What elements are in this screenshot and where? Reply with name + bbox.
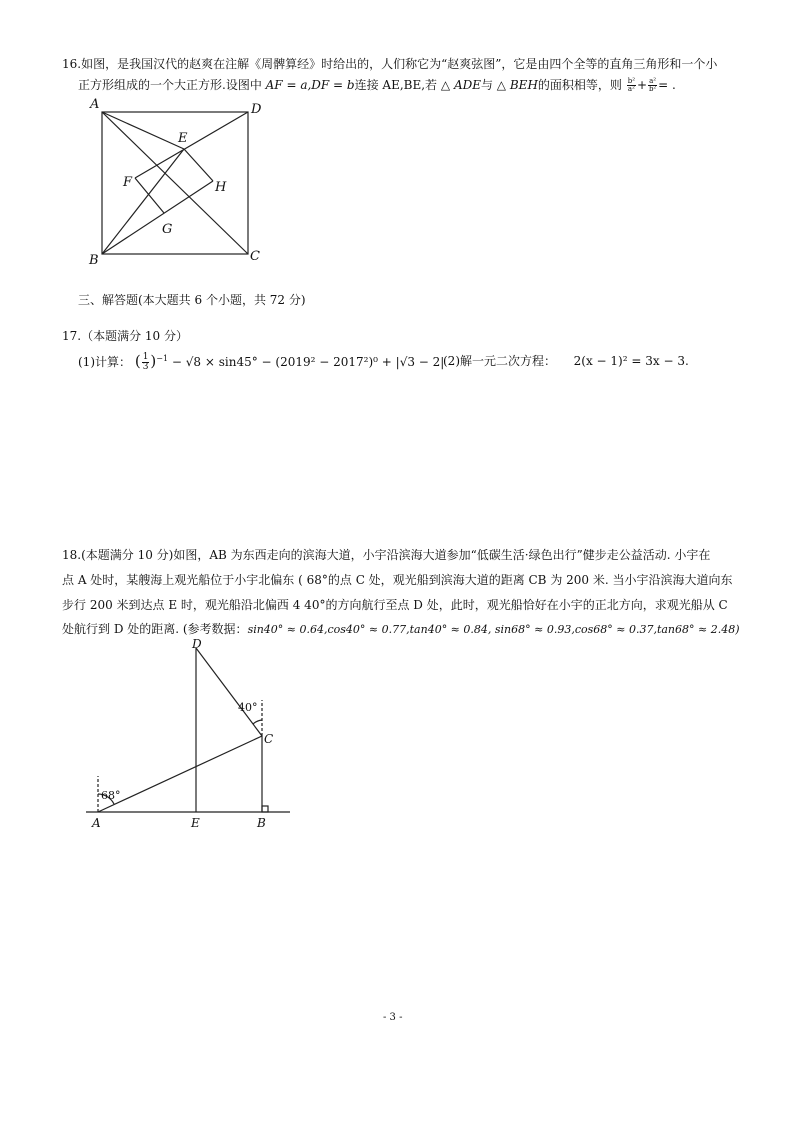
- q17-p1-fraction: $\frac{1}{3}$: [142, 352, 149, 372]
- section-3-heading: 三、解答题(本大题共 6 个小题，共 72 分): [78, 293, 306, 307]
- q17-p1-exponent: −1: [156, 354, 169, 363]
- q16-line1: 16.如图，是我国汉代的赵爽在注解《周髀算经》时给出的，人们称它为“赵爽弦图”，它是由四个全等的直角三角形和一个小: [62, 57, 718, 71]
- segment-eh: [184, 149, 213, 181]
- q18-line4-text: 处航行到 D 处的距离. (参考数据：: [62, 622, 248, 636]
- angle-arc-c: [253, 720, 262, 724]
- segment-ac: [98, 736, 262, 812]
- label-a: A: [92, 816, 101, 830]
- q17-p2-label: (2)解一元二次方程：: [443, 354, 556, 368]
- q16-line2: [78, 77, 676, 93]
- q16-tail: = .: [658, 78, 676, 92]
- label-b: B: [257, 816, 266, 830]
- segment-fg: [135, 178, 164, 213]
- q16-fraction-a2-b2: $\frac{\text{a²}}{\text{b²}}$: [648, 77, 657, 93]
- segment-ae: [102, 112, 184, 149]
- q16-triangle-beh: BEH: [509, 78, 538, 92]
- q16-text-b: 连接 AE,BE,若 △: [354, 78, 451, 92]
- label-h: H: [215, 180, 227, 195]
- q16-math-af-df: AF = a,DF = b: [265, 78, 355, 92]
- segment-bh: [102, 181, 213, 254]
- segment-dc: [196, 648, 262, 736]
- q17-part1: (1)计算： ( $\frac{1}{3}$ )$^{-1}$ − √8 × sin45° − (2019² − 2017²)⁰ + |√3 − 2|: [78, 352, 445, 372]
- label-a: A: [90, 97, 100, 112]
- label-g: G: [162, 222, 173, 237]
- q17-title: 17.（本题满分 10 分）: [62, 329, 188, 343]
- page-number: - 3 -: [383, 1012, 403, 1023]
- q16-plus: +: [637, 78, 648, 92]
- segment-be: [102, 149, 184, 254]
- q18-line1: 18.(本题满分 10 分)如图，AB 为东西走向的滨海大道，小宇沿滨海大道参加“低碳生活·绿色出行”健步走公益活动. 小宇在: [62, 548, 711, 562]
- q16-text-d: 的面积相等，则: [537, 78, 626, 92]
- q18-line2: 点 A 处时，某艘海上观光船位于小宇北偏东 ( 68°的点 C 处，观光船到滨海大道的距离 CB 为 200 米. 当小宇沿滨海大道向东: [62, 573, 733, 587]
- q17-part2: [443, 352, 689, 369]
- label-e: E: [178, 131, 188, 146]
- zhao-shuang-diagram: [85, 94, 270, 269]
- label-d: D: [251, 102, 262, 117]
- coastal-road-diagram: [82, 636, 302, 834]
- q18-line3: 步行 200 米到达点 E 时，观光船沿北偏西 4 40°的方向航行至点 D 处，此时，观光船恰好在小宇的正北方向，求观光船从 C: [62, 598, 728, 612]
- q17-p1-expression: − √8 × sin45° − (2019² − 2017²)⁰ + |√3 − 2|: [171, 355, 445, 369]
- label-c: C: [264, 732, 274, 746]
- right-angle-mark-b: [262, 806, 268, 812]
- label-c: C: [250, 249, 260, 264]
- q16-triangle-ade: ADE: [453, 78, 481, 92]
- q16-text-c: 与 △: [480, 78, 507, 92]
- q16-text-a: 正方形组成的一个大正方形.设图中: [78, 78, 266, 92]
- q18-reference-data: sin40° ≈ 0.64,cos40° ≈ 0.77,tan40° ≈ 0.84, sin68° ≈ 0.93,cos68° ≈ 0.37,tan68° ≈ 2.48): [247, 623, 740, 636]
- q17-p1-label: (1)计算：: [78, 355, 131, 369]
- label-b: B: [89, 253, 99, 268]
- q16-fraction-b2-a2: $\frac{\text{b²}}{\text{a²}}$: [627, 77, 636, 93]
- label-angle-68: 68°: [101, 789, 121, 802]
- label-f: F: [123, 175, 133, 190]
- q17-p2-equation: 2(x − 1)² = 3x − 3.: [573, 354, 689, 368]
- segment-df: [135, 112, 248, 178]
- label-e: E: [191, 816, 200, 830]
- label-d: D: [192, 637, 202, 651]
- label-angle-40: 40°: [238, 701, 258, 714]
